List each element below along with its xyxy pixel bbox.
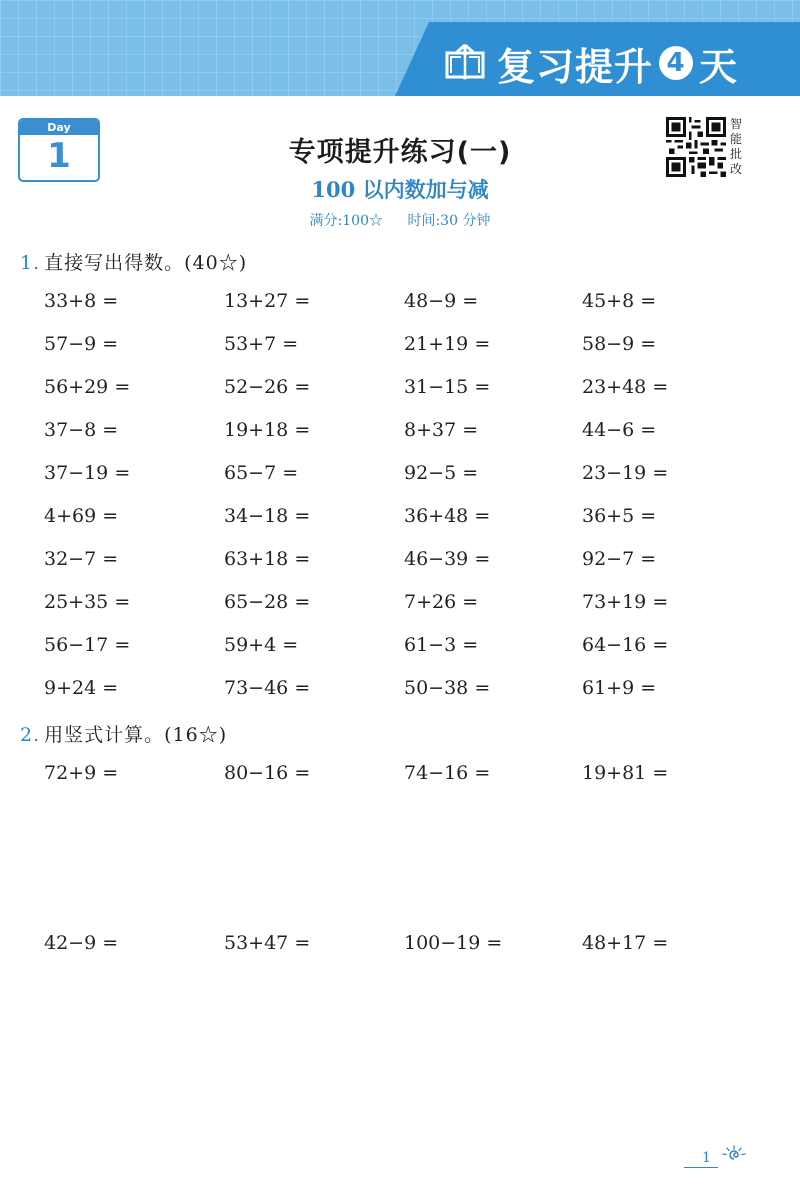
problem-cell: 72+9 = [44,762,119,784]
problem-cell: 19+18 = [224,419,311,441]
problem-cell: 37−19 = [44,462,131,484]
problem-cell: 80−16 = [224,762,311,784]
problem-cell: 59+4 = [224,634,299,656]
problem-cell: 73+19 = [582,591,669,613]
problem-cell: 52−26 = [224,376,311,398]
section-1-heading [20,248,247,275]
problem-cell: 7+26 = [404,591,479,613]
day-label: Day [20,120,98,135]
problem-cell: 13+27 = [224,290,311,312]
problem-cell: 65−28 = [224,591,311,613]
problem-cell: 25+35 = [44,591,131,613]
page-number: 1 [702,1150,711,1166]
problem-cell: 57−9 = [44,333,119,355]
problem-cell: 63+18 = [224,548,311,570]
section-2-number: 2. [20,724,41,746]
header-title-part2: 天 [698,44,738,89]
section-2-heading [20,720,227,747]
header-day-count: 4 [659,46,693,80]
problem-cell: 50−38 = [404,677,491,699]
qr-code-icon[interactable] [666,117,726,177]
problem-cell: 23+48 = [582,376,669,398]
problem-cell: 34−18 = [224,505,311,527]
full-score: 满分:100☆ [309,213,383,229]
section-1-number: 1. [20,252,41,274]
section-2-problem-row-1 [44,762,764,784]
problem-cell: 36+5 = [582,505,657,527]
time-limit: 时间:30 分钟 [407,213,491,229]
problem-cell: 32−7 = [44,548,119,570]
score-time-info [0,210,800,230]
problem-cell: 44−6 = [582,419,657,441]
problem-cell: 74−16 = [404,762,491,784]
problem-cell: 9+24 = [44,677,119,699]
problem-cell: 46−39 = [404,548,491,570]
problem-cell: 100−19 = [404,932,503,954]
page-title: 专项提升练习(一) [288,137,512,168]
problem-cell: 64−16 = [582,634,669,656]
problem-cell: 53+47 = [224,932,311,954]
problem-cell: 48+17 = [582,932,669,954]
problem-cell: 92−7 = [582,548,657,570]
problem-cell: 45+8 = [582,290,657,312]
problem-cell: 19+81 = [582,762,669,784]
problem-cell: 23−19 = [582,462,669,484]
problem-cell: 31−15 = [404,376,491,398]
header-title-part1: 复习提升 [496,44,653,89]
section-2-problem-row-2 [44,932,764,954]
problem-cell: 37−8 = [44,419,119,441]
section-2-title: 用竖式计算。(16☆) [44,724,228,746]
section-1-title: 直接写出得数。(40☆) [44,252,248,274]
page-subtitle: 100 以内数加与减 [311,177,489,202]
problem-cell: 61+9 = [582,677,657,699]
problem-cell: 56−17 = [44,634,131,656]
problem-cell: 92−5 = [404,462,479,484]
problem-cell: 61−3 = [404,634,479,656]
problem-cell: 42−9 = [44,932,119,954]
problem-cell: 8+37 = [404,419,479,441]
book-icon [443,43,487,83]
problem-cell: 4+69 = [44,505,119,527]
header-title [443,28,738,98]
sun-swirl-icon [720,1144,748,1166]
problem-cell: 33+8 = [44,290,119,312]
problem-cell: 36+48 = [404,505,491,527]
qr-label: 智能批改 [730,117,743,176]
problem-cell: 21+19 = [404,333,491,355]
day-number: 1 [47,136,71,176]
problem-cell: 53+7 = [224,333,299,355]
problem-cell: 73−46 = [224,677,311,699]
problem-cell: 58−9 = [582,333,657,355]
problem-cell: 65−7 = [224,462,299,484]
section-1-problem-grid [44,290,764,720]
problem-cell: 56+29 = [44,376,131,398]
page-number-underline [684,1167,718,1168]
problem-cell: 48−9 = [404,290,479,312]
